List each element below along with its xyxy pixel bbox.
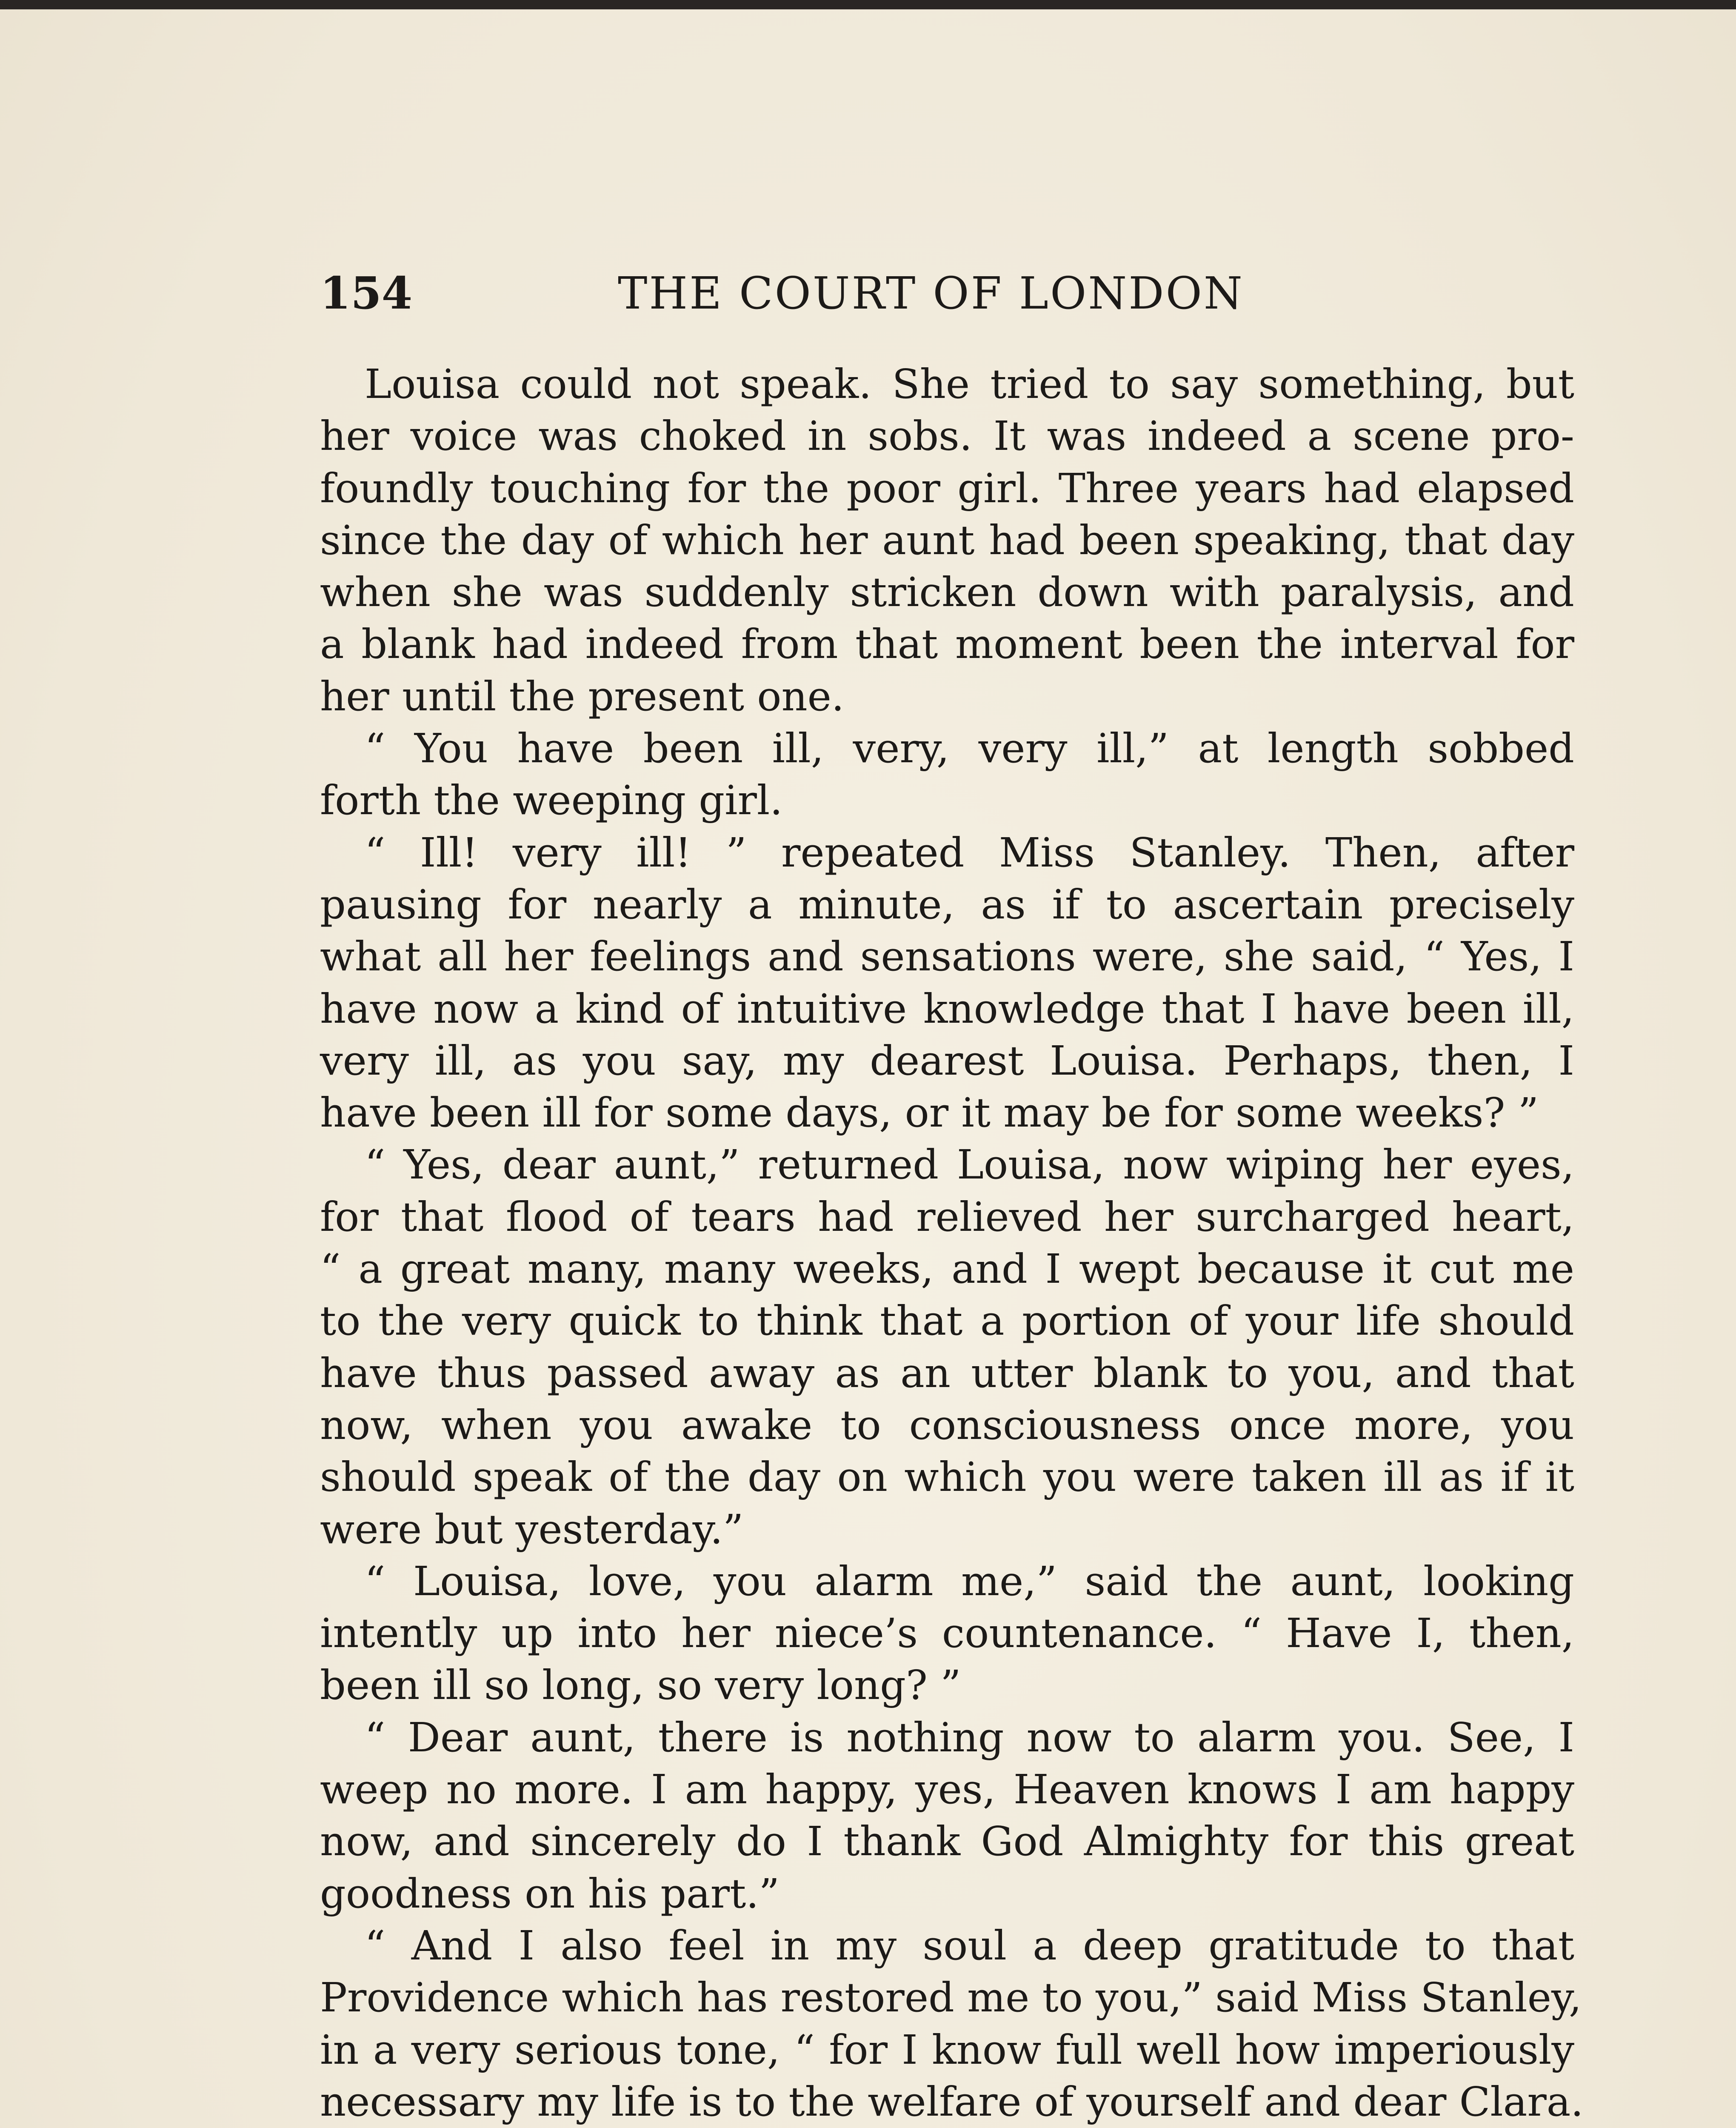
text-line: Louisa could not speak. She tried to say something, but xyxy=(365,361,1574,408)
running-head xyxy=(320,261,1275,325)
text-line: her voice was choked in sobs. It was indeed a scene pro- xyxy=(320,413,1574,460)
text-line: “ a great many, many weeks, and I wept because it cut me xyxy=(320,1246,1574,1293)
text-line: to the very quick to think that a portion of your life should xyxy=(320,1298,1574,1345)
text-line: very ill, as you say, my dearest Louisa. Perhaps, then, I xyxy=(320,1037,1574,1084)
body-text xyxy=(320,358,1584,2128)
text-line: have now a kind of intuitive knowledge that I have been ill, xyxy=(320,985,1574,1033)
text-line: been ill so long, so very long? ” xyxy=(320,1662,961,1709)
text-line: should speak of the day on which you were taken ill as if it xyxy=(320,1454,1574,1501)
text-line: for that flood of tears had relieved her surcharged heart, xyxy=(320,1193,1574,1241)
book-page xyxy=(0,9,1736,2128)
text-line: “ Dear aunt, there is nothing now to alarm you. See, I xyxy=(365,1714,1574,1761)
text-line: now, when you awake to consciousness once more, you xyxy=(320,1402,1574,1449)
text-line: necessary my life is to the welfare of yourself and dear Clara. xyxy=(320,2078,1584,2125)
text-line: forth the weeping girl. xyxy=(320,777,783,824)
text-line: were but yesterday.” xyxy=(320,1506,744,1553)
text-line: now, and sincerely do I thank God Almighty for this great xyxy=(320,1818,1574,1865)
text-line: “ Louisa, love, you alarm me,” said the aunt, looking xyxy=(365,1558,1574,1605)
text-line: have thus passed away as an utter blank to you, and that xyxy=(320,1350,1574,1397)
text-line: what all her feelings and sensations were, she said, “ Yes, I xyxy=(320,933,1574,981)
text-line: her until the present one. xyxy=(320,673,845,720)
text-line: Providence which has restored me to you,” said Miss Stanley, xyxy=(320,1974,1582,2022)
text-line: since the day of which her aunt had been speaking, that day xyxy=(320,517,1574,564)
text-line: have been ill for some days, or it may be for some weeks? ” xyxy=(320,1090,1539,1137)
text-line: when she was suddenly stricken down with paralysis, and xyxy=(320,569,1574,616)
text-line: pausing for nearly a minute, as if to ascertain precisely xyxy=(320,881,1574,928)
text-line: goodness on his part.” xyxy=(320,1870,780,1917)
running-title: THE COURT OF LONDON xyxy=(618,267,1244,319)
text-line: weep no more. I am happy, yes, Heaven knows I am happy xyxy=(320,1766,1574,1813)
text-line: “ You have been ill, very, very ill,” at length sobbed xyxy=(365,725,1574,772)
text-line: “ And I also feel in my soul a deep gratitude to that xyxy=(365,1922,1574,1969)
text-line: “ Yes, dear aunt,” returned Louisa, now wiping her eyes, xyxy=(365,1141,1574,1189)
text-line: intently up into her niece’s countenance. “ Have I, then, xyxy=(320,1610,1574,1657)
text-line: a blank had indeed from that moment been the interval for xyxy=(320,621,1574,668)
text-line: “ Ill! very ill! ” repeated Miss Stanley. Then, after xyxy=(365,829,1574,876)
text-line: in a very serious tone, “ for I know full well how imperiously xyxy=(320,2026,1574,2074)
page-number: 154 xyxy=(320,267,413,319)
text-line: foundly touching for the poor girl. Three years had elapsed xyxy=(320,465,1574,512)
